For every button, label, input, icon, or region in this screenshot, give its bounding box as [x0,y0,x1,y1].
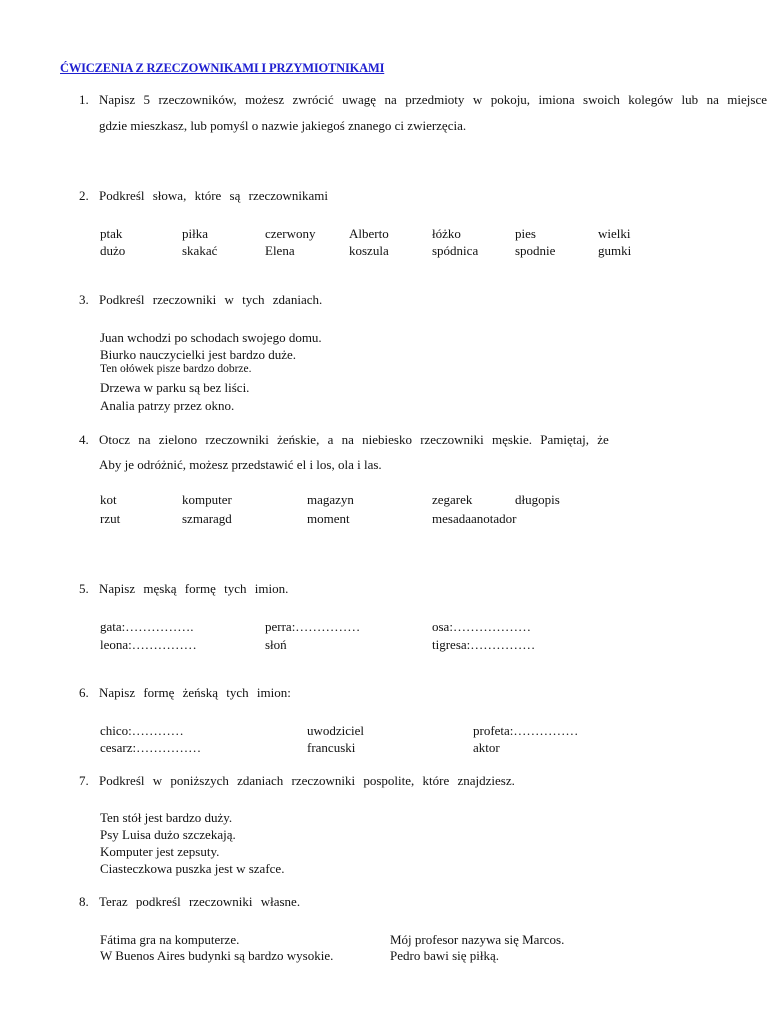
word-cell: szmaragd [182,511,232,526]
sentence: Ciasteczkowa puszka jest w szafce. [100,861,285,876]
sentence: Juan wchodzi po schodach swojego domu. [100,330,322,345]
question-1-text-line1: Napisz 5 rzeczowników, możesz zwrócić uwagę na przedmioty w pokoju, imiona swoich kolegów lub na miejsce [99,92,767,107]
word-cell: łóżko [432,226,461,241]
sentence: Analia patrzy przez okno. [100,398,235,413]
question-4-text-line2: Aby je odróżnić, możesz przedstawić el i los, ola i las. [99,457,382,472]
question-2-number: 2. [79,188,89,203]
sentence: Komputer jest zepsuty. [100,844,220,859]
word-cell: rzut [100,511,121,526]
question-3-text: Podkreśl rzeczowniki w tych zdaniach. [99,292,323,307]
fill-in-item: tigresa:…………… [432,637,536,652]
question-4-text-line1: Otocz na zielono rzeczowniki żeńskie, a na niebiesko rzeczowniki męskie. Pamiętaj, że [99,432,609,447]
word-cell: Alberto [349,226,389,241]
fill-in-item: perra:…………… [265,619,361,634]
sentence: Ten ołówek pisze bardzo dobrze. [100,363,252,375]
word-cell: kot [100,492,117,507]
word-cell: dużo [100,243,126,258]
question-2-text: Podkreśl słowa, które są rzeczownikami [99,188,329,203]
word-cell: moment [307,511,350,526]
word-cell: czerwony [265,226,316,241]
fill-in-item: gata:……………. [100,619,194,634]
question-1-text-line2: gdzie mieszkasz, lub pomyśl o nazwie jakiegoś znanego ci zwierzęcia. [99,118,467,133]
page-title: ĆWICZENIA Z RZECZOWNIKAMI I PRZYMIOTNIKAMI [60,61,385,75]
sentence: Ten stół jest bardzo duży. [100,810,233,825]
word-cell: koszula [349,243,389,258]
sentence: Pedro bawi się piłką. [390,948,500,963]
question-6-number: 6. [79,685,89,700]
question-5-text: Napisz męską formę tych imion. [99,581,289,596]
question-8-text: Teraz podkreśl rzeczowniki własne. [99,894,301,909]
fill-in-item: chico:………… [100,723,184,738]
word-cell: spódnica [432,243,479,258]
sentence: Fátima gra na komputerze. [100,932,240,947]
word-cell: zegarek [432,492,473,507]
word-cell: komputer [182,492,232,507]
sentence: Psy Luisa dużo szczekają. [100,827,236,842]
question-7-number: 7. [79,773,89,788]
sentence: Drzewa w parku są bez liści. [100,380,250,395]
sentence: Mój profesor nazywa się Marcos. [390,932,565,947]
fill-in-item: francuski [307,740,356,755]
sentence: W Buenos Aires budynki są bardzo wysokie. [100,948,334,963]
question-3-number: 3. [79,292,89,307]
word-cell: ptak [100,226,123,241]
fill-in-item: leona:…………… [100,637,197,652]
fill-in-item: słoń [265,637,287,652]
sentence: Biurko nauczycielki jest bardzo duże. [100,347,297,362]
fill-in-item: cesarz:…………… [100,740,202,755]
word-cell: Elena [265,243,295,258]
word-cell: piłka [182,226,208,241]
fill-in-item: aktor [473,740,500,755]
question-4-number: 4. [79,432,89,447]
word-cell: spodnie [515,243,556,258]
word-cell: skakać [182,243,218,258]
word-cell: magazyn [307,492,354,507]
word-cell: długopis [515,492,560,507]
question-6-text: Napisz formę żeńską tych imion: [99,685,291,700]
word-cell: pies [515,226,536,241]
word-cell: mesadaanotador [432,511,517,526]
word-cell: gumki [598,243,632,258]
question-1-number: 1. [79,92,89,107]
word-cell: wielki [598,226,631,241]
question-5-number: 5. [79,581,89,596]
fill-in-item: uwodziciel [307,723,365,738]
question-8-number: 8. [79,894,89,909]
fill-in-item: profeta:…………… [473,723,579,738]
fill-in-item: osa:……………… [432,619,531,634]
question-7-text: Podkreśl w poniższych zdaniach rzeczowniki pospolite, które znajdziesz. [99,773,515,788]
